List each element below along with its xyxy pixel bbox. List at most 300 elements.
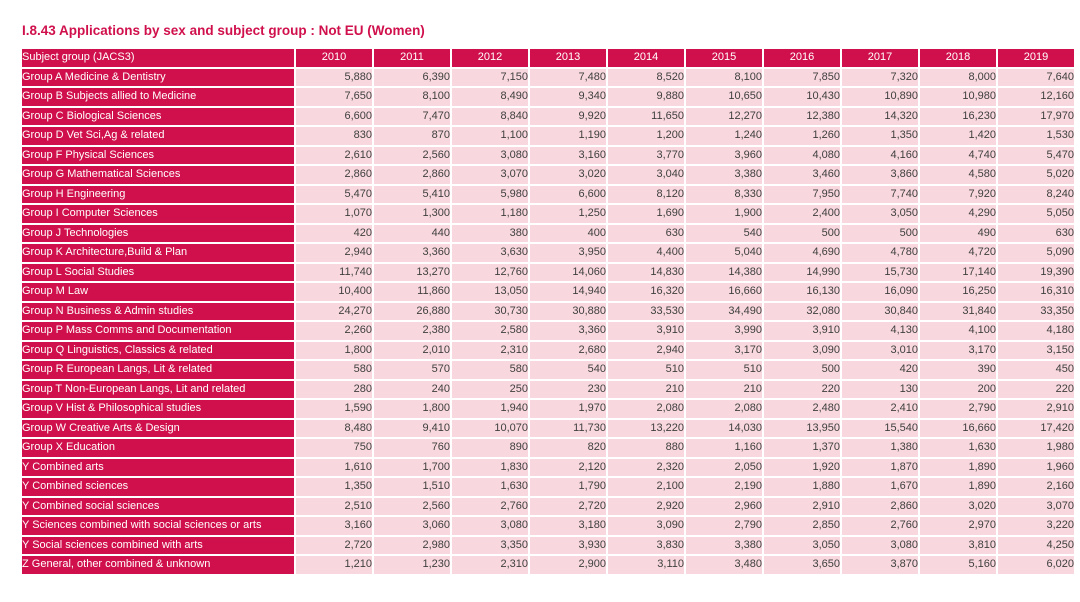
data-cell: 2,760 [452, 498, 528, 516]
data-cell: 2,580 [452, 322, 528, 340]
data-cell: 31,840 [920, 303, 996, 321]
row-label: Group R European Langs, Lit & related [22, 361, 294, 379]
data-cell: 210 [608, 381, 684, 399]
data-cell: 7,740 [842, 186, 918, 204]
data-cell: 420 [842, 361, 918, 379]
table-row [22, 517, 1074, 535]
data-cell: 7,320 [842, 69, 918, 87]
data-cell: 2,310 [452, 342, 528, 360]
data-cell: 1,900 [686, 205, 762, 223]
column-header-year: 2010 [296, 49, 372, 67]
table-row [22, 420, 1074, 438]
data-cell: 1,610 [296, 459, 372, 477]
data-cell: 12,270 [686, 108, 762, 126]
data-cell: 19,390 [998, 264, 1074, 282]
data-cell: 6,600 [530, 186, 606, 204]
data-cell: 4,740 [920, 147, 996, 165]
data-cell: 3,150 [998, 342, 1074, 360]
data-cell: 1,630 [920, 439, 996, 457]
data-cell: 9,920 [530, 108, 606, 126]
data-cell: 5,410 [374, 186, 450, 204]
data-cell: 5,980 [452, 186, 528, 204]
data-cell: 11,650 [608, 108, 684, 126]
column-header-year: 2014 [608, 49, 684, 67]
data-cell: 4,160 [842, 147, 918, 165]
data-cell: 2,940 [608, 342, 684, 360]
data-cell: 10,980 [920, 88, 996, 106]
data-cell: 11,860 [374, 283, 450, 301]
data-cell: 3,070 [452, 166, 528, 184]
data-cell: 12,380 [764, 108, 840, 126]
data-cell: 11,740 [296, 264, 372, 282]
data-cell: 3,380 [686, 166, 762, 184]
data-cell: 8,840 [452, 108, 528, 126]
data-cell: 3,080 [842, 537, 918, 555]
data-cell: 2,120 [530, 459, 606, 477]
data-cell: 1,670 [842, 478, 918, 496]
data-cell: 9,410 [374, 420, 450, 438]
data-cell: 1,920 [764, 459, 840, 477]
data-cell: 8,100 [374, 88, 450, 106]
data-cell: 1,630 [452, 478, 528, 496]
data-cell: 14,030 [686, 420, 762, 438]
data-cell: 2,610 [296, 147, 372, 165]
data-cell: 34,490 [686, 303, 762, 321]
data-cell: 3,090 [764, 342, 840, 360]
data-cell: 10,070 [452, 420, 528, 438]
table-row [22, 69, 1074, 87]
data-cell: 2,960 [686, 498, 762, 516]
data-cell: 16,660 [920, 420, 996, 438]
data-cell: 2,970 [920, 517, 996, 535]
data-cell: 16,320 [608, 283, 684, 301]
row-label: Group F Physical Sciences [22, 147, 294, 165]
data-cell: 5,040 [686, 244, 762, 262]
data-cell: 200 [920, 381, 996, 399]
row-label: Group T Non-European Langs, Lit and related [22, 381, 294, 399]
table-row [22, 244, 1074, 262]
data-cell: 2,920 [608, 498, 684, 516]
data-cell: 1,800 [374, 400, 450, 418]
header-row [22, 49, 1074, 67]
data-cell: 1,190 [530, 127, 606, 145]
data-cell: 2,940 [296, 244, 372, 262]
data-cell: 3,010 [842, 342, 918, 360]
data-cell: 500 [764, 225, 840, 243]
column-header-year: 2015 [686, 49, 762, 67]
data-cell: 2,050 [686, 459, 762, 477]
data-cell: 6,600 [296, 108, 372, 126]
data-cell: 3,380 [686, 537, 762, 555]
row-label: Group D Vet Sci,Ag & related [22, 127, 294, 145]
data-cell: 9,880 [608, 88, 684, 106]
data-cell: 30,730 [452, 303, 528, 321]
data-cell: 4,290 [920, 205, 996, 223]
data-cell: 3,930 [530, 537, 606, 555]
data-cell: 3,060 [374, 517, 450, 535]
data-cell: 2,160 [998, 478, 1074, 496]
row-label: Group K Architecture,Build & Plan [22, 244, 294, 262]
table-body [22, 69, 1074, 574]
data-cell: 1,210 [296, 556, 372, 574]
applications-table [20, 47, 1076, 576]
data-cell: 3,160 [530, 147, 606, 165]
data-cell: 4,130 [842, 322, 918, 340]
table-row [22, 498, 1074, 516]
data-cell: 1,790 [530, 478, 606, 496]
data-cell: 33,530 [608, 303, 684, 321]
data-cell: 220 [998, 381, 1074, 399]
data-cell: 3,910 [608, 322, 684, 340]
data-cell: 2,720 [296, 537, 372, 555]
data-cell: 1,970 [530, 400, 606, 418]
data-cell: 7,150 [452, 69, 528, 87]
data-cell: 1,870 [842, 459, 918, 477]
data-cell: 540 [686, 225, 762, 243]
data-cell: 1,240 [686, 127, 762, 145]
data-cell: 3,350 [452, 537, 528, 555]
data-cell: 1,370 [764, 439, 840, 457]
data-cell: 2,860 [374, 166, 450, 184]
data-cell: 8,480 [296, 420, 372, 438]
data-cell: 14,060 [530, 264, 606, 282]
data-cell: 630 [998, 225, 1074, 243]
row-label: Group I Computer Sciences [22, 205, 294, 223]
data-cell: 5,880 [296, 69, 372, 87]
data-cell: 17,420 [998, 420, 1074, 438]
data-cell: 2,860 [842, 498, 918, 516]
column-header-year: 2011 [374, 49, 450, 67]
table-row [22, 205, 1074, 223]
table-row [22, 459, 1074, 477]
data-cell: 5,020 [998, 166, 1074, 184]
data-cell: 5,050 [998, 205, 1074, 223]
data-cell: 7,950 [764, 186, 840, 204]
data-cell: 230 [530, 381, 606, 399]
data-cell: 1,180 [452, 205, 528, 223]
data-cell: 4,100 [920, 322, 996, 340]
row-label: Group V Hist & Philosophical studies [22, 400, 294, 418]
column-header-year: 2013 [530, 49, 606, 67]
row-label: Y Sciences combined with social sciences or arts [22, 517, 294, 535]
data-cell: 1,160 [686, 439, 762, 457]
table-row [22, 400, 1074, 418]
data-cell: 14,940 [530, 283, 606, 301]
data-cell: 540 [530, 361, 606, 379]
data-cell: 1,100 [452, 127, 528, 145]
row-label: Group N Business & Admin studies [22, 303, 294, 321]
table-row [22, 127, 1074, 145]
data-cell: 3,070 [998, 498, 1074, 516]
table-row [22, 147, 1074, 165]
row-label: Group B Subjects allied to Medicine [22, 88, 294, 106]
table-row [22, 264, 1074, 282]
data-cell: 510 [686, 361, 762, 379]
data-cell: 4,580 [920, 166, 996, 184]
data-cell: 16,250 [920, 283, 996, 301]
row-label: Y Combined arts [22, 459, 294, 477]
row-label: Group G Mathematical Sciences [22, 166, 294, 184]
data-cell: 17,140 [920, 264, 996, 282]
data-cell: 2,790 [686, 517, 762, 535]
data-cell: 24,270 [296, 303, 372, 321]
column-header-year: 2019 [998, 49, 1074, 67]
data-cell: 2,760 [842, 517, 918, 535]
data-cell: 32,080 [764, 303, 840, 321]
data-cell: 5,470 [998, 147, 1074, 165]
data-cell: 7,650 [296, 88, 372, 106]
data-cell: 2,380 [374, 322, 450, 340]
data-cell: 4,720 [920, 244, 996, 262]
data-cell: 830 [296, 127, 372, 145]
data-cell: 3,020 [920, 498, 996, 516]
table-row [22, 186, 1074, 204]
data-cell: 630 [608, 225, 684, 243]
data-cell: 2,400 [764, 205, 840, 223]
data-cell: 390 [920, 361, 996, 379]
data-cell: 1,690 [608, 205, 684, 223]
data-cell: 9,340 [530, 88, 606, 106]
data-cell: 220 [764, 381, 840, 399]
data-cell: 2,310 [452, 556, 528, 574]
data-cell: 2,080 [686, 400, 762, 418]
data-cell: 3,050 [842, 205, 918, 223]
data-cell: 3,090 [608, 517, 684, 535]
data-cell: 10,890 [842, 88, 918, 106]
data-cell: 8,330 [686, 186, 762, 204]
data-cell: 7,920 [920, 186, 996, 204]
data-cell: 8,100 [686, 69, 762, 87]
data-cell: 580 [452, 361, 528, 379]
data-cell: 30,840 [842, 303, 918, 321]
data-cell: 4,250 [998, 537, 1074, 555]
data-cell: 2,790 [920, 400, 996, 418]
table-row [22, 225, 1074, 243]
data-cell: 3,360 [530, 322, 606, 340]
data-cell: 1,530 [998, 127, 1074, 145]
page-title: I.8.43 Applications by sex and subject group : Not EU (Women) [22, 23, 425, 38]
table-row [22, 303, 1074, 321]
data-cell: 3,080 [452, 147, 528, 165]
data-cell: 500 [842, 225, 918, 243]
data-cell: 2,190 [686, 478, 762, 496]
data-cell: 760 [374, 439, 450, 457]
data-cell: 3,990 [686, 322, 762, 340]
row-label: Group H Engineering [22, 186, 294, 204]
data-cell: 1,960 [998, 459, 1074, 477]
data-cell: 10,400 [296, 283, 372, 301]
data-cell: 3,480 [686, 556, 762, 574]
data-cell: 8,000 [920, 69, 996, 87]
column-header-year: 2017 [842, 49, 918, 67]
data-cell: 16,310 [998, 283, 1074, 301]
data-cell: 1,200 [608, 127, 684, 145]
row-label: Group C Biological Sciences [22, 108, 294, 126]
data-cell: 3,160 [296, 517, 372, 535]
data-cell: 2,680 [530, 342, 606, 360]
data-cell: 2,480 [764, 400, 840, 418]
data-cell: 3,360 [374, 244, 450, 262]
data-cell: 2,010 [374, 342, 450, 360]
data-cell: 30,880 [530, 303, 606, 321]
row-label: Group J Technologies [22, 225, 294, 243]
data-cell: 3,810 [920, 537, 996, 555]
data-cell: 2,080 [608, 400, 684, 418]
data-cell: 2,560 [374, 498, 450, 516]
data-cell: 2,910 [998, 400, 1074, 418]
data-cell: 2,510 [296, 498, 372, 516]
data-cell: 4,400 [608, 244, 684, 262]
data-cell: 2,900 [530, 556, 606, 574]
row-label: Z General, other combined & unknown [22, 556, 294, 574]
data-cell: 6,020 [998, 556, 1074, 574]
row-label: Group M Law [22, 283, 294, 301]
data-cell: 1,230 [374, 556, 450, 574]
data-cell: 280 [296, 381, 372, 399]
table-row [22, 283, 1074, 301]
data-cell: 450 [998, 361, 1074, 379]
data-cell: 580 [296, 361, 372, 379]
data-cell: 16,090 [842, 283, 918, 301]
data-cell: 12,160 [998, 88, 1074, 106]
data-cell: 10,650 [686, 88, 762, 106]
data-cell: 3,220 [998, 517, 1074, 535]
data-cell: 1,260 [764, 127, 840, 145]
data-cell: 240 [374, 381, 450, 399]
data-cell: 3,950 [530, 244, 606, 262]
data-cell: 16,230 [920, 108, 996, 126]
data-cell: 3,170 [920, 342, 996, 360]
data-cell: 440 [374, 225, 450, 243]
table-row [22, 166, 1074, 184]
data-cell: 3,650 [764, 556, 840, 574]
data-cell: 2,850 [764, 517, 840, 535]
data-cell: 12,760 [452, 264, 528, 282]
row-label: Group A Medicine & Dentistry [22, 69, 294, 87]
data-cell: 13,050 [452, 283, 528, 301]
data-cell: 1,300 [374, 205, 450, 223]
data-cell: 1,350 [842, 127, 918, 145]
table-row [22, 88, 1074, 106]
data-cell: 8,520 [608, 69, 684, 87]
data-cell: 3,460 [764, 166, 840, 184]
data-cell: 8,490 [452, 88, 528, 106]
data-cell: 4,080 [764, 147, 840, 165]
data-cell: 3,080 [452, 517, 528, 535]
data-cell: 15,730 [842, 264, 918, 282]
data-cell: 7,640 [998, 69, 1074, 87]
data-cell: 7,850 [764, 69, 840, 87]
column-header-year: 2018 [920, 49, 996, 67]
row-label: Y Combined social sciences [22, 498, 294, 516]
data-cell: 15,540 [842, 420, 918, 438]
table-row [22, 439, 1074, 457]
data-cell: 2,980 [374, 537, 450, 555]
data-cell: 3,960 [686, 147, 762, 165]
data-cell: 2,560 [374, 147, 450, 165]
data-cell: 13,220 [608, 420, 684, 438]
data-cell: 250 [452, 381, 528, 399]
data-cell: 2,260 [296, 322, 372, 340]
column-header-subject-group: Subject group (JACS3) [22, 49, 294, 67]
data-cell: 420 [296, 225, 372, 243]
data-cell: 26,880 [374, 303, 450, 321]
data-cell: 400 [530, 225, 606, 243]
column-header-year: 2016 [764, 49, 840, 67]
data-cell: 1,700 [374, 459, 450, 477]
data-cell: 570 [374, 361, 450, 379]
data-cell: 1,800 [296, 342, 372, 360]
data-cell: 14,830 [608, 264, 684, 282]
data-cell: 3,040 [608, 166, 684, 184]
data-cell: 5,090 [998, 244, 1074, 262]
data-cell: 3,050 [764, 537, 840, 555]
data-cell: 14,380 [686, 264, 762, 282]
data-cell: 3,870 [842, 556, 918, 574]
data-cell: 880 [608, 439, 684, 457]
data-cell: 1,510 [374, 478, 450, 496]
data-cell: 1,070 [296, 205, 372, 223]
data-cell: 490 [920, 225, 996, 243]
data-cell: 750 [296, 439, 372, 457]
data-cell: 14,990 [764, 264, 840, 282]
data-cell: 500 [764, 361, 840, 379]
data-cell: 130 [842, 381, 918, 399]
data-cell: 13,950 [764, 420, 840, 438]
data-cell: 17,970 [998, 108, 1074, 126]
data-cell: 14,320 [842, 108, 918, 126]
data-cell: 4,780 [842, 244, 918, 262]
table-row [22, 556, 1074, 574]
data-cell: 1,940 [452, 400, 528, 418]
table-row [22, 322, 1074, 340]
data-cell: 4,690 [764, 244, 840, 262]
data-cell: 210 [686, 381, 762, 399]
data-cell: 10,430 [764, 88, 840, 106]
data-cell: 2,720 [530, 498, 606, 516]
data-cell: 3,910 [764, 322, 840, 340]
data-cell: 7,480 [530, 69, 606, 87]
data-cell: 7,470 [374, 108, 450, 126]
row-label: Group W Creative Arts & Design [22, 420, 294, 438]
data-cell: 1,350 [296, 478, 372, 496]
data-cell: 6,390 [374, 69, 450, 87]
table-row [22, 108, 1074, 126]
data-cell: 1,890 [920, 478, 996, 496]
row-label: Y Social sciences combined with arts [22, 537, 294, 555]
data-cell: 2,860 [296, 166, 372, 184]
data-cell: 510 [608, 361, 684, 379]
data-cell: 8,120 [608, 186, 684, 204]
data-cell: 2,320 [608, 459, 684, 477]
data-cell: 1,590 [296, 400, 372, 418]
data-cell: 2,910 [764, 498, 840, 516]
data-cell: 890 [452, 439, 528, 457]
data-cell: 5,470 [296, 186, 372, 204]
data-cell: 3,770 [608, 147, 684, 165]
column-header-year: 2012 [452, 49, 528, 67]
data-cell: 3,020 [530, 166, 606, 184]
data-cell: 3,110 [608, 556, 684, 574]
data-cell: 5,160 [920, 556, 996, 574]
data-cell: 3,180 [530, 517, 606, 535]
table-row [22, 361, 1074, 379]
data-cell: 1,880 [764, 478, 840, 496]
data-cell: 1,980 [998, 439, 1074, 457]
table-row [22, 478, 1074, 496]
data-cell: 1,380 [842, 439, 918, 457]
data-cell: 4,180 [998, 322, 1074, 340]
